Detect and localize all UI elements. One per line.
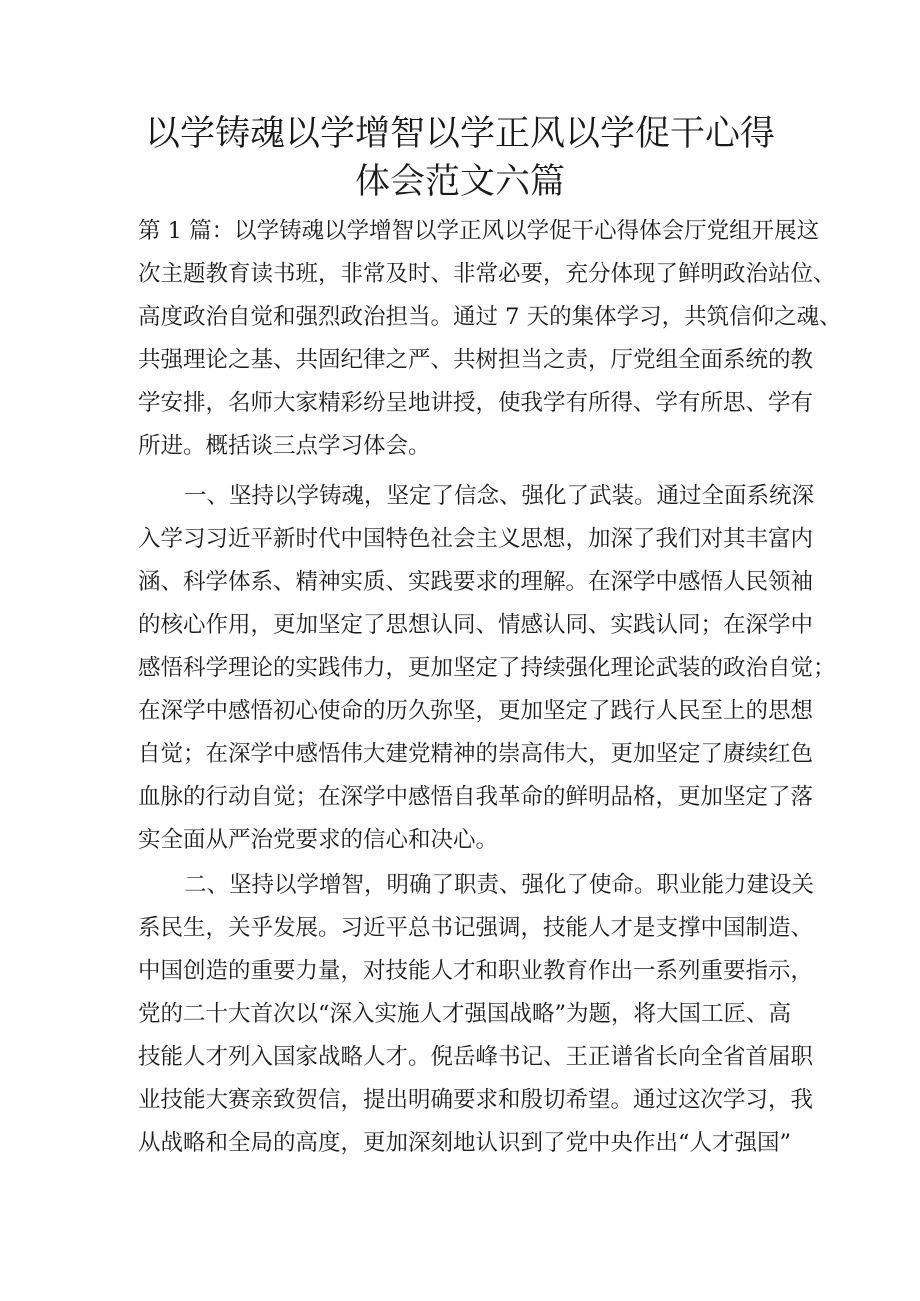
text-line: 血脉的行动自觉；在深学中感悟自我革命的鲜明品格，更加坚定了落 (138, 784, 814, 810)
text-line: 党的二十大首次以“深入实施人才强国战略”为题，将大国工匠、高 (138, 1001, 792, 1027)
text-line: 学安排，名师大家精彩纷呈地讲授，使我学有所得、学有所思、学有 (138, 390, 814, 416)
text-line: 所进。概括谈三点学习体会。 (138, 433, 431, 459)
text-line: 技能人才列入国家战略人才。倪岳峰书记、王正谱省长向全省首届职 (138, 1044, 814, 1070)
text-line: 入学习习近平新时代中国特色社会主义思想，加深了我们对其丰富内 (138, 526, 814, 552)
text-line: 从战略和全局的高度，更加深刻地认识到了党中央作出“人才强国” (138, 1130, 792, 1156)
text-line: 业技能大赛亲致贺信，提出明确要求和殷切希望。通过这次学习，我 (138, 1087, 814, 1113)
text-line: 中国创造的重要力量，对技能人才和职业教育作出一系列重要指示， (138, 958, 814, 984)
text-line: 感悟科学理论的实践伟力，更加坚定了持续强化理论武装的政治自觉； (138, 655, 836, 681)
text-line: 第 1 篇：以学铸魂以学增智以学正风以学促干心得体会厅党组开展这 (138, 218, 820, 244)
paragraph-first-line: 一、坚持以学铸魂，坚定了信念、强化了武装。通过全面系统深 (184, 483, 815, 509)
text-line: 涵、科学体系、精神实质、实践要求的理解。在深学中感悟人民领袖 (138, 569, 814, 595)
text-line: 共强理论之基、共固纪律之严、共树担当之责，厅党组全面系统的教 (138, 347, 814, 373)
text-line: 高度政治自觉和强烈政治担当。通过 7 天的集体学习，共筑信仰之魂、 (138, 304, 842, 330)
text-line: 在深学中感悟初心使命的历久弥坚，更加坚定了践行人民至上的思想 (138, 698, 814, 724)
paragraph-first-line: 二、坚持以学增智，明确了职责、强化了使命。职业能力建设关 (184, 872, 815, 898)
text-line: 自觉；在深学中感悟伟大建党精神的崇高伟大，更加坚定了赓续红色 (138, 741, 814, 767)
document-title-line-2: 体会范文六篇 (354, 162, 565, 202)
text-line: 实全面从严治党要求的信心和决心。 (138, 827, 499, 853)
text-line: 系民生，关乎发展。习近平总书记强调，技能人才是支撑中国制造、 (138, 915, 814, 941)
text-line: 的核心作用，更加坚定了思想认同、情感认同、实践认同；在深学中 (138, 612, 814, 638)
text-line: 次主题教育读书班，非常及时、非常必要，充分体现了鲜明政治站位、 (138, 261, 836, 287)
document-title-line-1: 以学铸魂以学增智以学正风以学促干心得 (144, 114, 775, 154)
